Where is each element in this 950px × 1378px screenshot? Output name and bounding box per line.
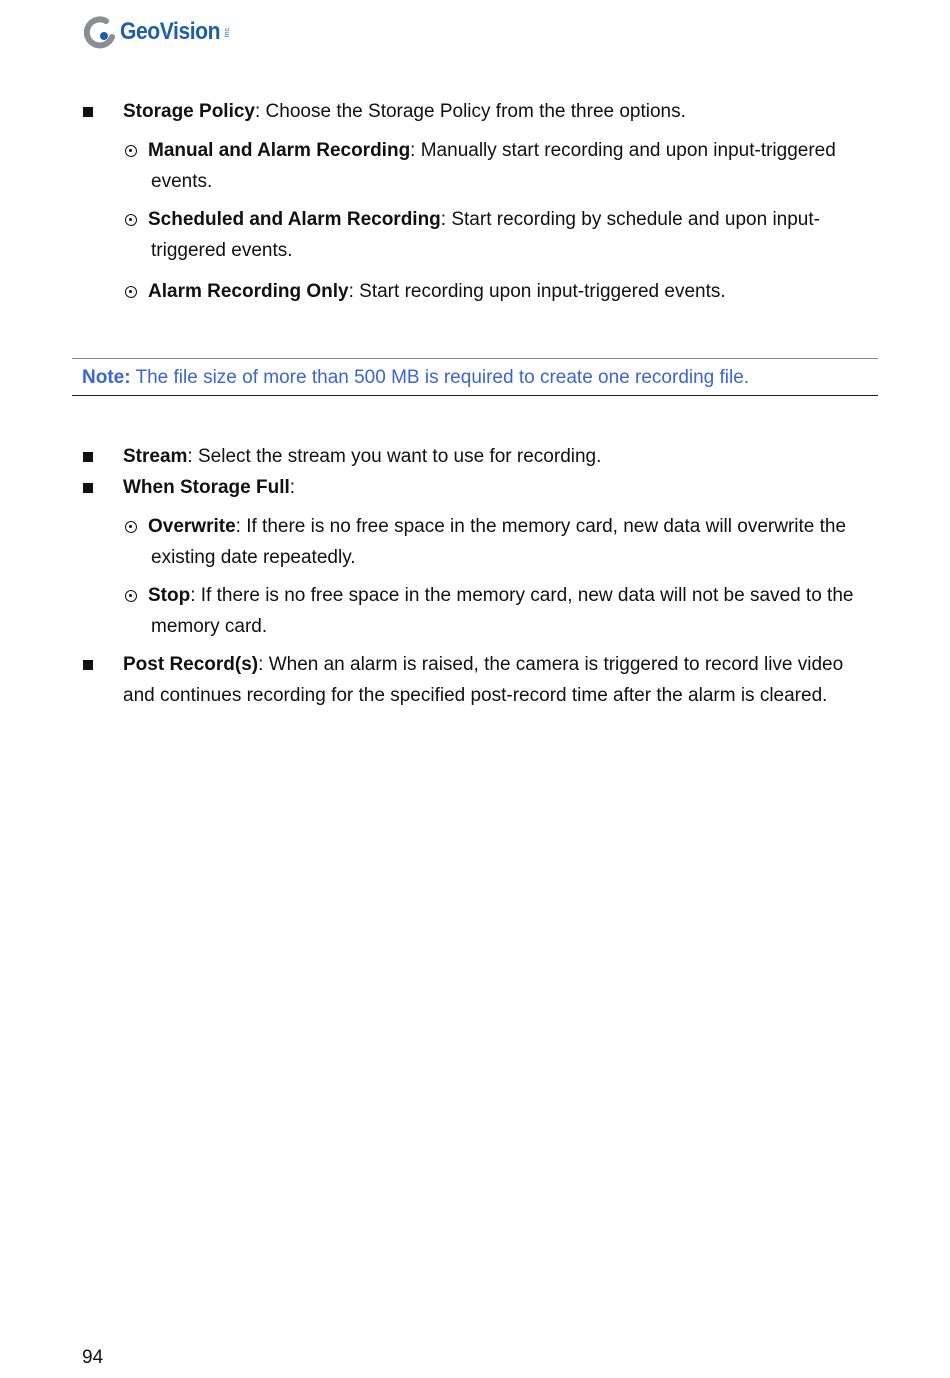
item-label: Stream	[123, 446, 188, 467]
bullet-square-icon	[83, 107, 93, 117]
item-text: : When an alarm is raised, the camera is triggered to record live video	[258, 654, 844, 675]
bullet-circle-dot-icon	[125, 521, 137, 533]
item-text: : If there is no free space in the memory card, new data will overwrite the	[235, 516, 847, 537]
item-text-continuation: events.	[151, 171, 213, 192]
bullet-square-icon	[83, 452, 93, 462]
item-text: : Start recording by schedule and upon input-	[440, 209, 820, 230]
bullet-square-icon	[83, 660, 93, 670]
item-label: Overwrite	[148, 516, 236, 537]
item-text: : Start recording upon input-triggered events.	[348, 281, 726, 302]
stop-item	[148, 585, 853, 607]
post-record-item	[123, 654, 843, 676]
item-label: Stop	[148, 585, 191, 606]
bullet-circle-dot-icon	[125, 214, 137, 226]
item-label: Post Record(s)	[123, 654, 259, 675]
item-text: :	[289, 477, 296, 498]
scheduled-alarm-item	[148, 209, 820, 231]
note-top-rule	[72, 358, 878, 359]
page-number: 94	[82, 1347, 104, 1368]
item-text: : If there is no free space in the memory card, new data will not be saved to the	[190, 585, 854, 606]
item-text-continuation: existing date repeatedly.	[151, 547, 356, 568]
note	[82, 367, 749, 389]
item-label: Manual and Alarm Recording	[148, 140, 411, 161]
item-label: Alarm Recording Only	[148, 281, 349, 302]
item-label: When Storage Full	[123, 477, 290, 498]
storage-full-item	[123, 477, 295, 499]
item-text-continuation: and continues recording for the specified post-record time after the alarm is cleared.	[123, 685, 828, 706]
note-text: The file size of more than 500 MB is required to create one recording file.	[130, 367, 750, 388]
manual-alarm-item	[148, 140, 836, 162]
stream-item	[123, 446, 601, 468]
alarm-only-item	[148, 281, 726, 303]
storage-policy-item	[123, 101, 686, 123]
logo-suffix: Inc.	[223, 26, 231, 38]
item-text-continuation: triggered events.	[151, 240, 293, 261]
bullet-circle-dot-icon	[125, 145, 137, 157]
note-bottom-rule	[72, 395, 878, 396]
logo-text: GeoVision	[120, 18, 221, 45]
bullet-circle-dot-icon	[125, 286, 137, 298]
item-label: Storage Policy	[123, 101, 255, 122]
bullet-circle-dot-icon	[125, 590, 137, 602]
item-text: : Choose the Storage Policy from the three options.	[255, 101, 686, 122]
geovision-swirl-icon	[84, 15, 118, 49]
item-text-continuation: memory card.	[151, 616, 268, 637]
item-text: : Select the stream you want to use for recording.	[187, 446, 602, 467]
item-label: Scheduled and Alarm Recording	[148, 209, 441, 230]
geovision-logo	[84, 12, 231, 52]
bullet-square-icon	[83, 483, 93, 493]
overwrite-item	[148, 516, 846, 538]
item-text: : Manually start recording and upon input-triggered	[410, 140, 836, 161]
note-label: Note:	[82, 367, 131, 388]
